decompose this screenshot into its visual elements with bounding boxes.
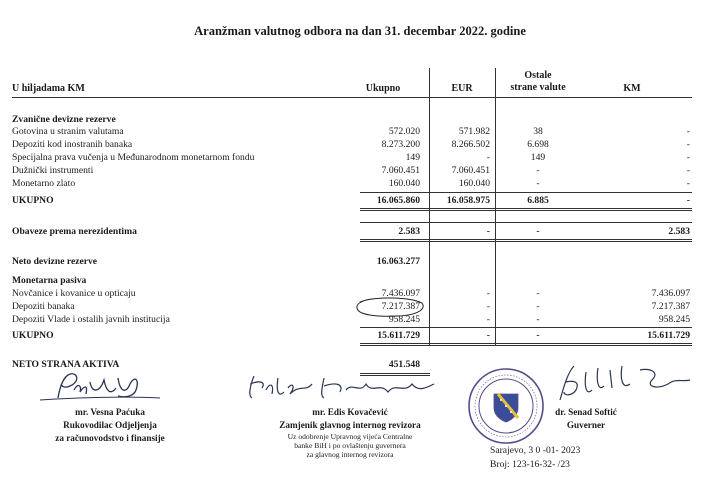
cell-other: - <box>536 314 540 325</box>
cell-other: 6.885 <box>527 195 549 206</box>
row-label: Neto devizne rezerve <box>12 256 98 267</box>
cell-km: 15.611.729 <box>647 330 690 341</box>
row-label: NETO STRANA AKTIVA <box>12 359 120 370</box>
section-heading-reserves <box>12 114 692 126</box>
cell-total: 160.040 <box>388 178 420 189</box>
authorization-note: banke BiH i po ovlaštenju guvernera <box>294 441 406 450</box>
signatory-role: Zamjenik glavnog internog revizora <box>279 420 421 430</box>
reference-number: Broj: 123-16-32- /23 <box>490 459 570 470</box>
cell-total: 149 <box>405 152 420 163</box>
place-and-date: Sarajevo, 3 0 -01- 2023 <box>490 445 581 456</box>
signatory-name: mr. Edis Kovačević <box>312 407 388 417</box>
row-label: Depoziti banaka <box>12 301 75 312</box>
section-title: Monetarna pasiva <box>12 275 87 286</box>
cell-other: - <box>536 330 540 341</box>
signature-block-2 <box>250 406 450 459</box>
row-label: UKUPNO <box>12 330 54 341</box>
section-title: Zvanične devizne rezerve <box>12 114 116 125</box>
document-title: Aranžman valutnog odbora na dan 31. decembar 2022. godine <box>194 24 526 38</box>
signatory-name: dr. Senad Softić <box>555 407 617 417</box>
authorization-note: za glavnog internog revizora <box>306 450 394 459</box>
cell-km: - <box>686 139 690 150</box>
col-header-other-line2: strane valute <box>510 82 566 93</box>
cell-total: 958.245 <box>388 314 420 325</box>
cell-eur: - <box>486 226 490 237</box>
cell-total: 16.063.277 <box>376 256 420 267</box>
table-row <box>12 165 692 177</box>
cell-km: 2.583 <box>668 226 690 237</box>
table-row <box>12 178 692 190</box>
row-label: Obaveze prema nerezidentima <box>12 226 137 237</box>
signatory-name: mr. Vesna Paćuka <box>75 407 145 417</box>
total-rule <box>360 343 692 344</box>
cell-eur: - <box>486 301 490 312</box>
subtotal-rule <box>360 192 692 193</box>
cell-other: 149 <box>530 152 546 163</box>
table-row-total <box>12 226 692 238</box>
cell-km: - <box>686 126 690 137</box>
table-row <box>12 301 692 313</box>
cell-total: 572.020 <box>388 126 420 137</box>
col-header-other-line1: Ostale <box>524 70 552 81</box>
signature-block-3 <box>536 406 636 432</box>
header-rule <box>12 97 692 98</box>
cell-eur: - <box>486 288 490 299</box>
official-seal <box>466 366 546 446</box>
cell-total: 16.065.860 <box>376 195 420 206</box>
total-rule <box>360 345 692 346</box>
cell-total: 451.548 <box>388 359 420 370</box>
units-label: U hiljadama KM <box>12 83 85 94</box>
signature-2 <box>240 370 440 404</box>
cell-other: 38 <box>533 126 543 137</box>
table-row <box>12 288 692 300</box>
table-row-total <box>12 195 692 207</box>
table-row-total <box>12 256 692 268</box>
cell-other: - <box>536 178 540 189</box>
cell-total: 8.273.200 <box>381 139 420 150</box>
row-label: UKUPNO <box>12 195 54 206</box>
total-rule <box>360 241 692 242</box>
table-row <box>12 126 692 138</box>
signatory-role: Rukovodilac Odjeljenja <box>63 420 157 430</box>
cell-eur: - <box>486 314 490 325</box>
cell-eur: 160.040 <box>458 178 490 189</box>
cell-km: - <box>686 165 690 176</box>
subtotal-rule <box>360 327 692 328</box>
signatory-role: Guverner <box>566 420 606 430</box>
col-header-total: Ukupno <box>365 83 401 94</box>
cell-eur: - <box>486 152 490 163</box>
cell-other: 6.698 <box>527 139 549 150</box>
cell-eur: 7.060.451 <box>451 165 490 176</box>
total-rule <box>360 210 692 211</box>
cell-other: - <box>536 301 540 312</box>
cell-km: - <box>686 178 690 189</box>
cell-km: 958.245 <box>658 314 690 325</box>
row-label: Depoziti Vlade i ostalih javnih institucija <box>12 314 170 325</box>
cell-eur: - <box>486 330 490 341</box>
table-row <box>12 139 692 151</box>
cell-total: 15.611.729 <box>377 330 420 341</box>
cell-eur: 8.266.502 <box>451 139 490 150</box>
cell-km: - <box>686 152 690 163</box>
col-header-km: KM <box>623 83 641 94</box>
row-label: Gotovina u stranim valutama <box>12 126 124 137</box>
cell-eur: 571.982 <box>458 126 490 137</box>
col-header-other <box>498 70 578 94</box>
cell-other: - <box>536 226 540 237</box>
signature-3 <box>540 362 700 406</box>
cell-km: 7.217.387 <box>651 301 690 312</box>
table-row <box>12 314 692 326</box>
cell-total: 7.436.097 <box>381 288 420 299</box>
cell-other: - <box>536 288 540 299</box>
authorization-note: Uz odobrenje Upravnog vijeća Centralne <box>287 432 413 441</box>
cell-km: - <box>686 195 690 206</box>
cell-km: 7.436.097 <box>651 288 690 299</box>
cell-other: - <box>536 165 540 176</box>
table-row-total <box>12 330 692 342</box>
row-label: Depoziti kod inostranih banaka <box>12 139 133 150</box>
cell-total: 2.583 <box>398 226 420 237</box>
cell-eur: 16.058.975 <box>446 195 490 206</box>
cell-total: 7.217.387 <box>381 301 420 312</box>
signature-1 <box>30 368 170 408</box>
section-heading-passive <box>12 275 692 287</box>
total-rule <box>360 239 692 240</box>
row-label: Monetarno zlato <box>12 178 76 189</box>
row-label: Dužnički instrumenti <box>12 165 94 176</box>
subtotal-rule <box>360 222 692 223</box>
table-row <box>12 152 692 164</box>
signature-block-1 <box>30 406 190 445</box>
row-label: Specijalna prava vučenja u Međunarodnom monetarnom fondu <box>12 152 255 163</box>
total-rule <box>360 208 692 209</box>
col-header-eur: EUR <box>451 83 473 94</box>
row-label: Novčanice i kovanice u opticaju <box>12 288 136 299</box>
signatory-role: za računovodstvo i finansije <box>55 433 165 443</box>
cell-total: 7.060.451 <box>381 165 420 176</box>
